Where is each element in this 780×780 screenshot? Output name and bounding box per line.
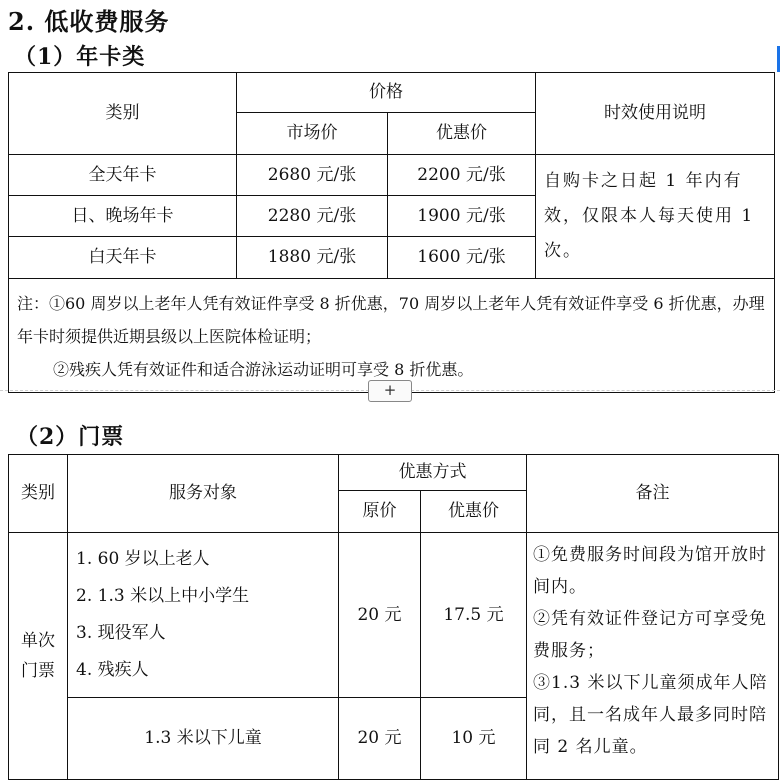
ticket-table [8, 454, 779, 780]
list-item: 3. 现役军人 [76, 623, 166, 643]
insert-row-button[interactable]: + [368, 380, 412, 402]
col-market-price: 市场价 [237, 113, 388, 155]
ticket-heading: （2）门票 [16, 424, 125, 450]
list-item: 2. 1.3 米以上中小学生 [76, 586, 250, 606]
col-category: 类别 [9, 73, 237, 155]
row-name: 全天年卡 [9, 155, 237, 196]
row-discount: 1900 元/张 [388, 196, 536, 237]
row-market: 2280 元/张 [237, 196, 388, 237]
col-discount-price: 优惠价 [388, 113, 536, 155]
remark-item: ①免费服务时间段为馆开放时间内。 [533, 545, 767, 597]
list-item: 1. 60 岁以上老人 [76, 549, 210, 569]
annual-card-note [9, 279, 775, 393]
list-item: 4. 残疾人 [76, 660, 149, 680]
col-target: 服务对象 [68, 455, 339, 533]
col-validity: 时效使用说明 [536, 73, 775, 155]
col-discount-method: 优惠方式 [339, 455, 527, 491]
row2-discount: 10 元 [421, 698, 527, 780]
row-discount: 2200 元/张 [388, 155, 536, 196]
annual-card-table [8, 72, 775, 393]
section-title: 2. 低收费服务 [8, 7, 170, 36]
target-list [68, 533, 339, 698]
row-discount: 1600 元/张 [388, 237, 536, 279]
row-market: 2680 元/张 [237, 155, 388, 196]
row1-original: 20 元 [339, 533, 421, 698]
remark-item: ②凭有效证件登记方可享受免费服务； [533, 609, 767, 661]
col-discount-price: 优惠价 [421, 491, 527, 533]
col-category: 类别 [9, 455, 68, 533]
row1-discount: 17.5 元 [421, 533, 527, 698]
col-remarks: 备注 [527, 455, 779, 533]
row-name: 日、晚场年卡 [9, 196, 237, 237]
ticket-category: 单次门票 [9, 533, 68, 780]
col-price: 价格 [237, 73, 536, 113]
note-line-2: ②残疾人凭有效证件和适合游泳运动证明可享受 8 折优惠。 [53, 360, 474, 379]
remark-item: ③1.3 米以下儿童须成年人陪同，且一名成年人最多同时陪同 2 名儿童。 [533, 673, 768, 757]
note-line-1: 注：①60 周岁以上老年人凭有效证件享受 8 折优惠，70 周岁以上老年人凭有效证件享受 6 折优惠，办理年卡时须提供近期县级以上医院体检证明； [17, 294, 765, 346]
row-market: 1880 元/张 [237, 237, 388, 279]
validity-text: 自购卡之日起 1 年内有效，仅限本人每天使用 1 次。 [536, 155, 775, 279]
annual-card-heading: （1）年卡类 [14, 44, 146, 70]
col-original-price: 原价 [339, 491, 421, 533]
row2-target: 1.3 米以下儿童 [68, 698, 339, 780]
ticket-remarks [527, 533, 779, 780]
row-name: 白天年卡 [9, 237, 237, 279]
row2-original: 20 元 [339, 698, 421, 780]
